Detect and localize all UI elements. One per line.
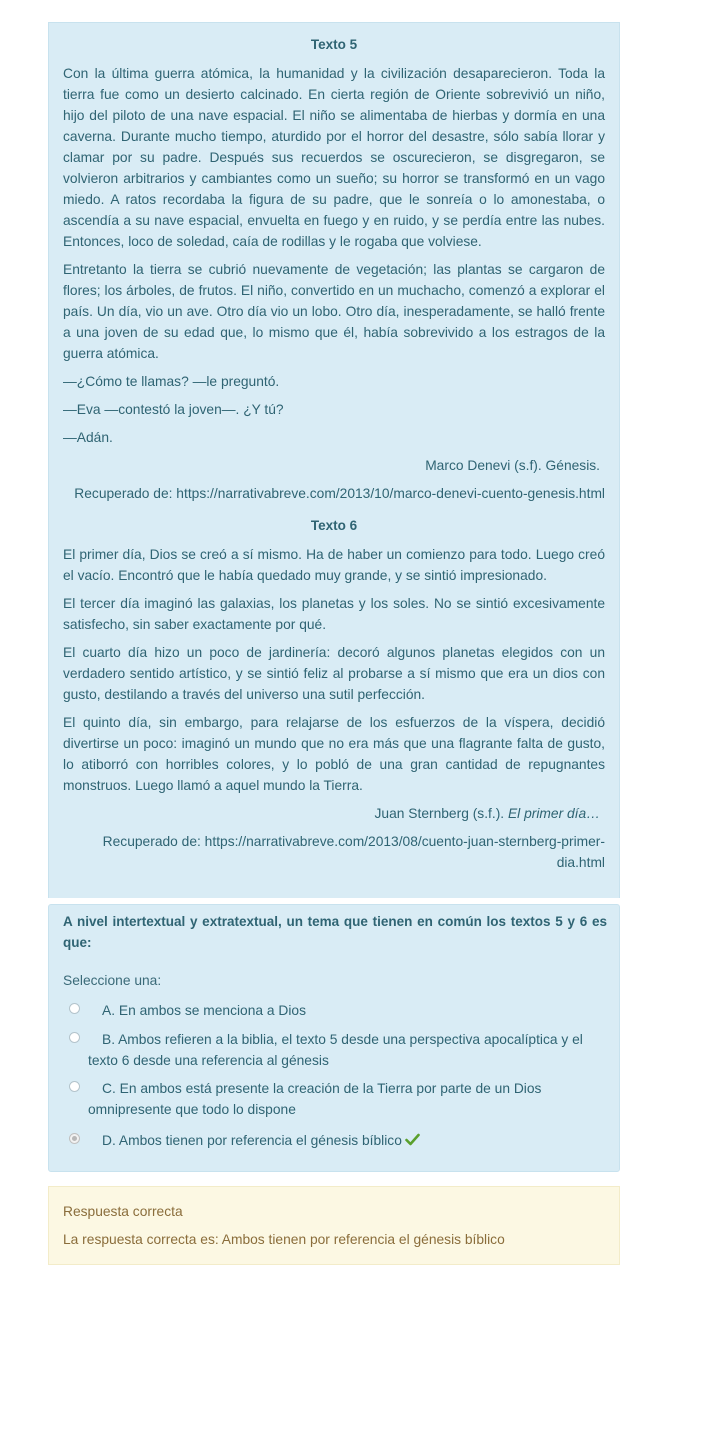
texto-5-heading: Texto 5 [310, 37, 358, 52]
texto-5-source: Recuperado de: https://narrativabreve.com/2013/10/marco-denevi-cuento-genesis.html [74, 486, 605, 501]
question-text: A nivel intertextual y extratextual, un tema que tienen en común los textos 5 y 6 es que: [63, 914, 607, 950]
texto-5-panel [48, 22, 620, 510]
texto-6-citation-author: Juan Sternberg (s.f.). [374, 806, 505, 821]
answer-option-label[interactable]: C. En ambos está presente la creación de la Tierra por parte de un Dios omnipresente que todo lo dispone [88, 1081, 542, 1117]
texto-6-citation-title: El primer día… [507, 806, 600, 821]
answer-option-label[interactable]: A. En ambos se menciona a Dios [102, 1003, 306, 1018]
answer-option-c[interactable] [67, 1078, 607, 1120]
feedback-title: Respuesta correcta [63, 1204, 183, 1219]
texto-6-panel [48, 510, 620, 898]
texto-5-dialogue: —¿Cómo te llamas? —le preguntó. [63, 374, 280, 389]
texto-6-paragraph: El quinto día, sin embargo, para relajarse de los esfuerzos de la víspera, decidió divertirse un poco: imaginó un mundo que no era más que una flagrante falta de gusto, lo atiborró con horribles colores, y lo pobló de una gran cantidad de repugnantes monstruos. Luego llamó a aquel mundo la Tierra. [63, 715, 605, 793]
check-icon [405, 1133, 420, 1146]
texto-5-paragraph: Entretanto la tierra se cubrió nuevamente de vegetación; las plantas se cargaron de flores; los árboles, de frutos. El niño, convertido en un muchacho, comenzó a explorar el país. Un día, vio un ave. Otro día vio un lobo. Otro día, inesperadamente, se halló frente a una joven de su edad que, lo mismo que él, había sobrevivido a los estragos de la guerra atómica. [63, 262, 605, 361]
texto-6-source: Recuperado de: https://narrativabreve.com/2013/08/cuento-juan-sternberg-primer-dia.html [102, 834, 605, 870]
answer-option-label-wrap[interactable] [67, 1130, 607, 1151]
feedback-panel [48, 1186, 620, 1265]
texto-6-paragraph: El cuarto día hizo un poco de jardinería: decoró algunos planetas elegidos con un verdadero sentido artístico, y se sintió feliz al probarse a sí mismo que era un dios con gusto, destilando a través del universo una sutil perfección. [63, 645, 605, 702]
texto-5-dialogue: —Eva —contestó la joven—. ¿Y tú? [63, 402, 284, 417]
answer-option-a[interactable] [67, 1000, 607, 1021]
radio-button[interactable] [69, 1032, 80, 1043]
feedback-correct-answer: La respuesta correcta es: Ambos tienen por referencia el génesis bíblico [63, 1232, 505, 1247]
answer-option-label[interactable]: B. Ambos refieren a la biblia, el texto 5 desde una perspectiva apocalíptica y el texto 6 desde una referencia al génesis [88, 1032, 583, 1068]
texto-5-dialogue: —Adán. [63, 430, 113, 445]
texto-6-heading: Texto 6 [310, 518, 358, 533]
radio-button[interactable] [69, 1081, 80, 1092]
texto-6-citation [63, 803, 605, 824]
question-panel [48, 904, 620, 1172]
select-prompt: Seleccione una: [63, 973, 162, 988]
answer-option-b[interactable] [67, 1029, 607, 1071]
texto-5-paragraph: Con la última guerra atómica, la humanidad y la civilización desaparecieron. Toda la tierra fue como un desierto calcinado. En cierta región de Oriente sobrevivió un niño, hijo del piloto de una nave espacial. El niño se alimentaba de hierbas y dormía en una caverna. Durante mucho tiempo, aturdido por el horror del desastre, sólo sabía llorar y clamar por su padre. Después sus recuerdos se oscurecieron, se disgregaron, se volvieron arbitrarios y cambiantes como un sueño; su horror se transformó en un vago miedo. A ratos recordaba la figura de su padre, que le sonreía o lo amonestaba, o ascendía a su nave espacial, envuelta en fuego y en ruido, y se perdía entre las nubes. Entonces, loco de soledad, caía de rodillas y le rogaba que volviese. [63, 66, 605, 249]
texto-5-citation: Marco Denevi (s.f). Génesis. [425, 458, 600, 473]
answer-option-label[interactable]: D. Ambos tienen por referencia el génesis bíblico [102, 1133, 402, 1148]
radio-button[interactable] [69, 1003, 80, 1014]
texto-6-paragraph: El primer día, Dios se creó a sí mismo. Ha de haber un comienzo para todo. Luego creó el vacío. Encontró que le había quedado muy grande, y se sintió impresionado. [63, 547, 605, 583]
texto-6-paragraph: El tercer día imaginó las galaxias, los planetas y los soles. No se sintió excesivamente satisfecho, sin saber exactamente por qué. [63, 596, 605, 632]
radio-button-selected[interactable] [69, 1133, 80, 1144]
answer-option-d[interactable] [67, 1130, 607, 1151]
